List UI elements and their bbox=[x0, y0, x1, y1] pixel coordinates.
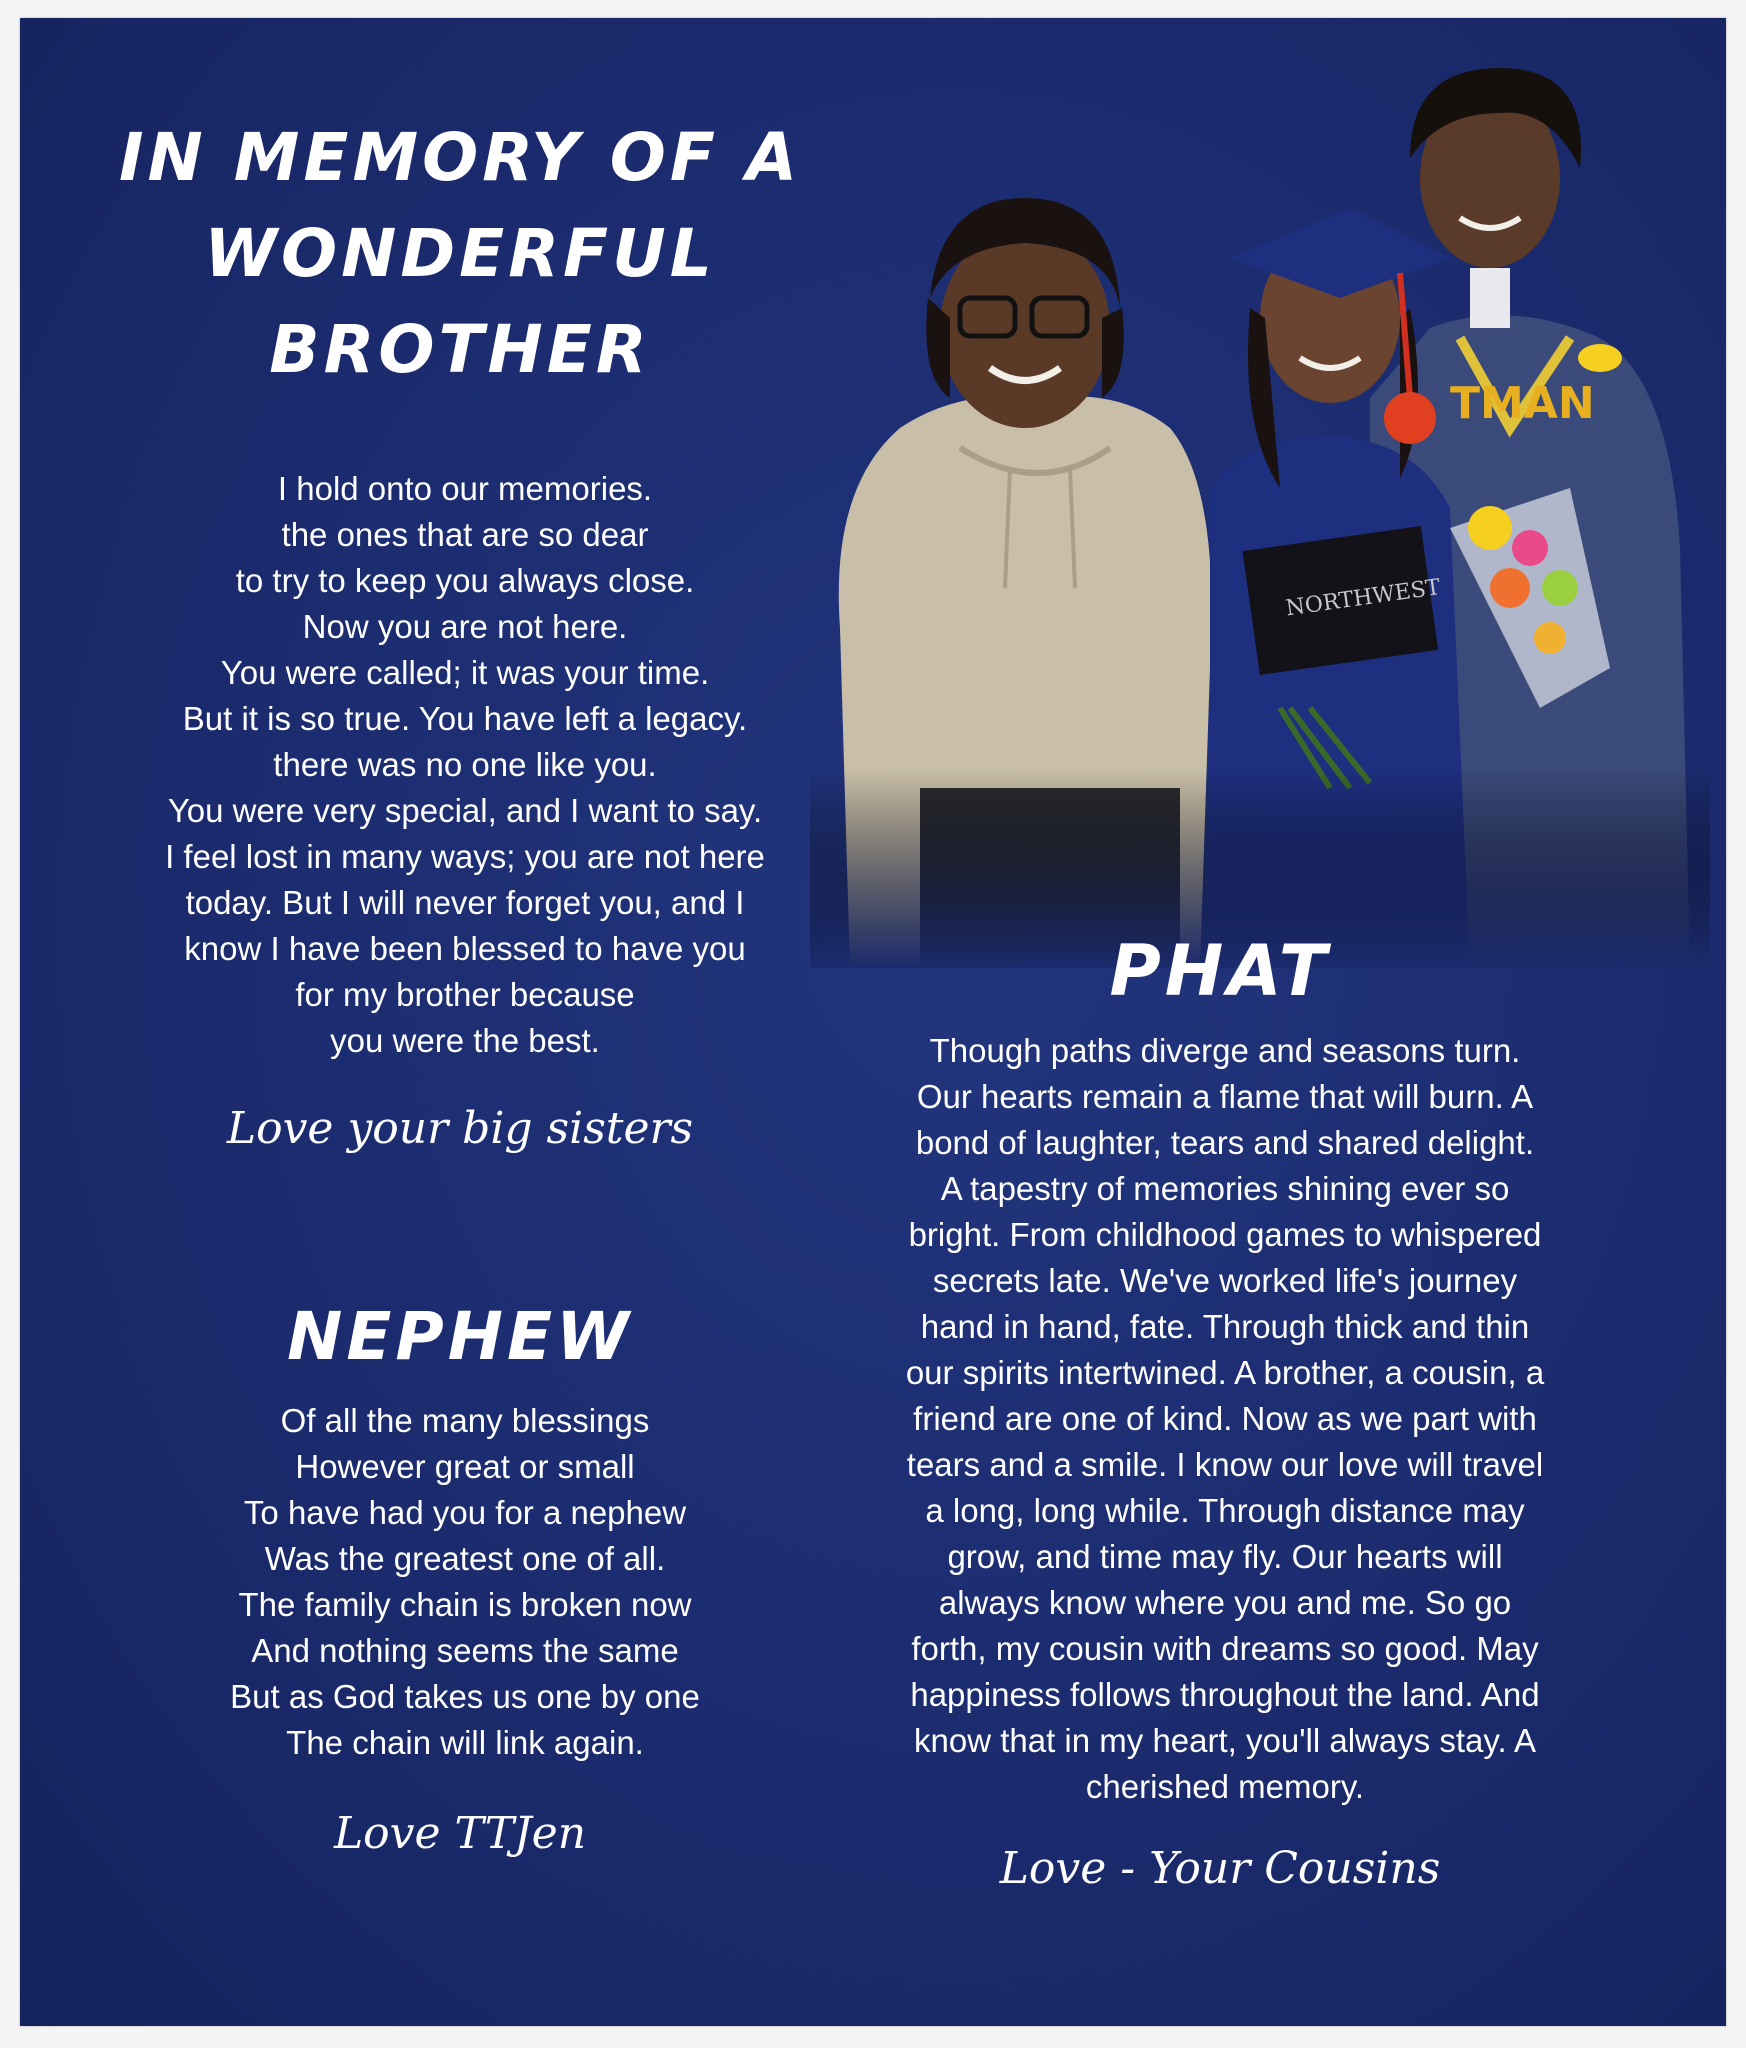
poem-line: know that in my heart, you'll always stay. A bbox=[914, 1722, 1536, 1759]
phat-heading: PHAT bbox=[1109, 930, 1331, 1012]
poem-line: tears and a smile. I know our love will travel bbox=[906, 1446, 1544, 1483]
title-line: BROTHER bbox=[269, 311, 651, 388]
poem-line: Now you are not here. bbox=[302, 608, 628, 645]
poem-line: Of all the many blessings bbox=[280, 1402, 650, 1439]
poem-line: forth, my cousin with dreams so good. May bbox=[911, 1630, 1539, 1667]
poem-line: Our hearts remain a flame that will burn. A bbox=[916, 1078, 1534, 1115]
poem-line: friend are one of kind. Now as we part with bbox=[913, 1400, 1537, 1437]
poem-line: you were the best. bbox=[330, 1022, 600, 1059]
poem-line: happiness follows throughout the land. And bbox=[910, 1676, 1540, 1713]
poem-line: Was the greatest one of all. bbox=[264, 1540, 666, 1577]
poem-line: But it is so true. You have left a legacy. bbox=[182, 700, 748, 737]
poem-line: cherished memory. bbox=[1085, 1768, 1365, 1805]
poem-line: I hold onto our memories. bbox=[277, 470, 653, 507]
poem-line: You were called; it was your time. bbox=[220, 654, 710, 691]
poem-line: You were very special, and I want to say. bbox=[167, 792, 763, 829]
poem-line: secrets late. We've worked life's journey bbox=[932, 1262, 1518, 1299]
poem-line: bond of laughter, tears and shared delight. bbox=[915, 1124, 1535, 1161]
poem-line: bright. From childhood games to whispered bbox=[908, 1216, 1542, 1253]
poem-line: for my brother because bbox=[295, 976, 635, 1013]
nephew-heading: NEPHEW bbox=[287, 1298, 633, 1375]
poem-line: The family chain is broken now bbox=[238, 1586, 692, 1623]
brother-poem bbox=[80, 466, 850, 1064]
poem-line: today. But I will never forget you, and I bbox=[185, 884, 745, 921]
poem-line: And nothing seems the same bbox=[251, 1632, 679, 1669]
poem-line: always know where you and me. So go bbox=[938, 1584, 1512, 1621]
title-line: WONDERFUL bbox=[204, 215, 716, 292]
diploma-label: NORTHWEST bbox=[1284, 575, 1442, 622]
poem-line: to try to keep you always close. bbox=[235, 562, 695, 599]
jacket-print: TMAN bbox=[1450, 378, 1595, 429]
nephew-poem bbox=[80, 1398, 850, 1766]
poem-line: But as God takes us one by one bbox=[230, 1678, 700, 1715]
title-line: IN MEMORY OF A bbox=[118, 119, 802, 196]
poem-line: Though paths diverge and seasons turn. bbox=[929, 1032, 1521, 1069]
memorial-card bbox=[20, 18, 1726, 2026]
poem-line: there was no one like you. bbox=[273, 746, 657, 783]
memorial-title bbox=[60, 110, 860, 398]
sisters-signature: Love your big sisters bbox=[226, 1103, 694, 1154]
phat-poem bbox=[810, 1028, 1640, 1810]
ttjen-signature: Love TTJen bbox=[333, 1808, 587, 1859]
poem-line: To have had you for a nephew bbox=[243, 1494, 687, 1531]
poem-line: The chain will link again. bbox=[286, 1724, 644, 1761]
family-photo bbox=[810, 68, 1710, 968]
poem-line: A tapestry of memories shining ever so bbox=[940, 1170, 1510, 1207]
poem-line: the ones that are so dear bbox=[281, 516, 649, 553]
cousins-signature: Love - Your Cousins bbox=[999, 1843, 1441, 1894]
poem-line: a long, long while. Through distance may bbox=[925, 1492, 1525, 1529]
poem-line: our spirits intertwined. A brother, a cousin, a bbox=[905, 1354, 1545, 1391]
poem-line: I feel lost in many ways; you are not here bbox=[165, 838, 765, 875]
poem-line: However great or small bbox=[295, 1448, 635, 1485]
poem-line: hand in hand, fate. Through thick and thin bbox=[920, 1308, 1530, 1345]
poem-line: grow, and time may fly. Our hearts will bbox=[947, 1538, 1503, 1575]
poem-line: know I have been blessed to have you bbox=[184, 930, 746, 967]
